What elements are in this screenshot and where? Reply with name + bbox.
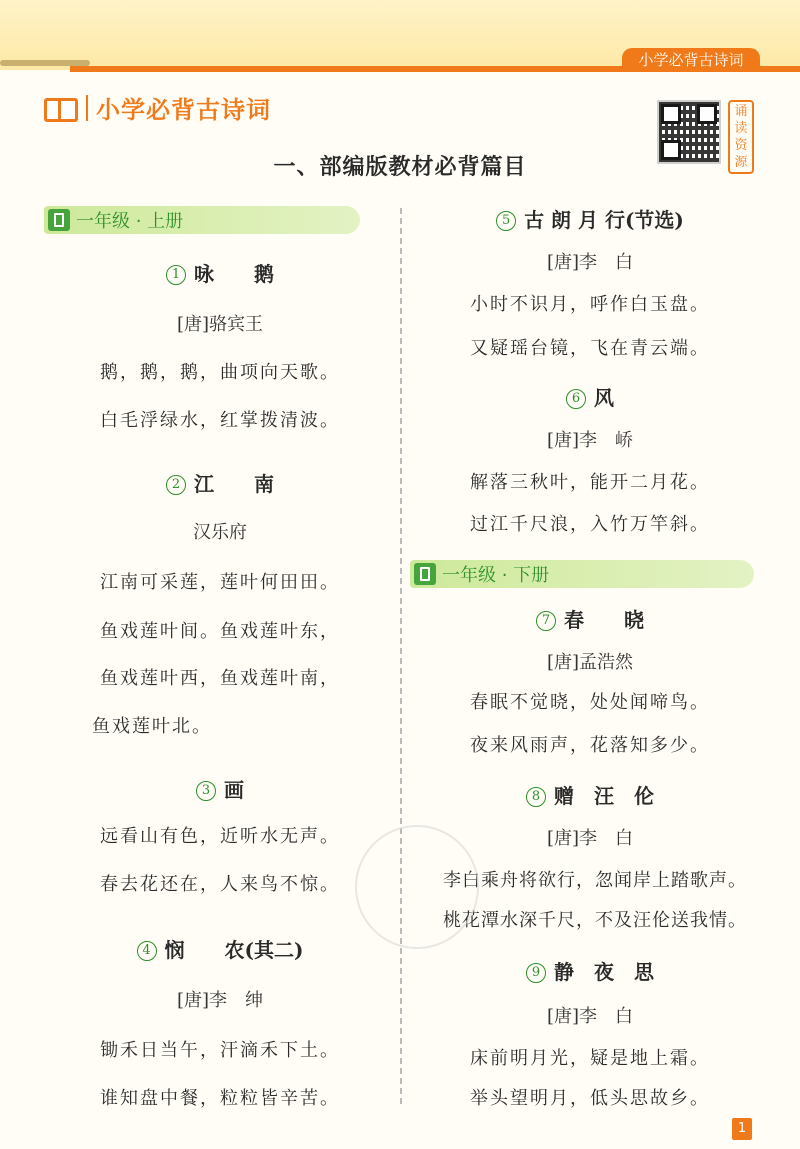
poem-line: 锄禾日当午，汗滴禾下土。 — [100, 1040, 340, 1061]
poem-author: [唐]李 白 — [546, 828, 634, 849]
chapter-title: 小学必背古诗词 — [96, 96, 271, 124]
poem-title-text: 风 — [594, 386, 614, 410]
poem-line: 鹅，鹅，鹅，曲项向天歌。 — [100, 362, 340, 383]
running-header-tab: 小学必背古诗词 — [622, 48, 760, 72]
poem-line: 江南可采莲，莲叶何田田。 — [100, 572, 340, 593]
grade-label: 一年级 · 上册 — [76, 211, 184, 232]
poem-title — [400, 382, 780, 411]
poem-number: 7 — [536, 611, 556, 631]
poem-line: 鱼戏莲叶间。鱼戏莲叶东， — [100, 621, 340, 642]
poem-title-text: 画 — [224, 778, 244, 802]
page-number: 1 — [732, 1118, 752, 1140]
poem-number: 5 — [496, 211, 516, 231]
resource-char: 资 — [734, 138, 748, 153]
poem-title-text: 悯 农(其二) — [164, 938, 304, 962]
book-icon — [48, 209, 70, 231]
resource-char: 源 — [734, 155, 748, 170]
poem-title — [400, 204, 780, 233]
poem-author: [唐]李 白 — [546, 252, 634, 273]
poem-number: 6 — [566, 389, 586, 409]
poem-line: 桃花潭水深千尺，不及汪伦送我情。 — [443, 910, 747, 931]
poem-line: 又疑瑶台镜，飞在青云端。 — [470, 338, 710, 359]
poem-title-text: 赠 汪 伦 — [554, 784, 654, 808]
book-icon — [44, 95, 78, 121]
poem-line: 春眠不觉晓，处处闻啼鸟。 — [470, 692, 710, 713]
poem-line: 谁知盘中餐，粒粒皆辛苦。 — [100, 1088, 340, 1109]
poem-title — [40, 468, 400, 497]
grade-header-grade1-vol2 — [410, 560, 754, 588]
poem-title-text: 古 朗 月 行(节选) — [524, 208, 684, 232]
chapter-header — [44, 90, 271, 125]
poem-line: 鱼戏莲叶北。 — [92, 716, 212, 737]
poem-number: 3 — [196, 781, 216, 801]
section-title: 一、部编版教材必背篇目 — [273, 154, 527, 180]
poem-line: 鱼戏莲叶西，鱼戏莲叶南， — [100, 668, 340, 689]
poem-number: 1 — [166, 265, 186, 285]
poem-title — [40, 258, 400, 287]
poem-author: [唐]李 绅 — [176, 990, 264, 1011]
poem-line: 过江千尺浪，入竹万竿斜。 — [470, 514, 710, 535]
grade-label: 一年级 · 下册 — [442, 565, 550, 586]
poem-author: [唐]李 峤 — [546, 430, 634, 451]
poem-line: 李白乘舟将欲行，忽闻岸上踏歌声。 — [443, 870, 747, 891]
poem-title — [40, 934, 400, 963]
poem-author: [唐]孟浩然 — [546, 652, 634, 673]
poem-title — [400, 780, 780, 809]
poem-number: 9 — [526, 963, 546, 983]
poem-line: 春去花还在，人来鸟不惊。 — [100, 874, 340, 895]
poem-line: 举头望明月，低头思故乡。 — [470, 1088, 710, 1109]
poem-title-text: 静 夜 思 — [554, 960, 654, 984]
resource-char: 诵 — [734, 104, 748, 119]
poem-title — [400, 956, 780, 985]
poem-title — [40, 774, 400, 803]
poem-author: 汉乐府 — [193, 522, 247, 543]
poem-number: 2 — [166, 475, 186, 495]
resource-char: 读 — [734, 121, 748, 136]
poem-title-text: 春 晓 — [564, 608, 644, 632]
poem-line: 解落三秋叶，能开二月花。 — [470, 472, 710, 493]
header-separator — [86, 95, 88, 121]
book-icon — [414, 563, 436, 585]
poem-number: 4 — [137, 941, 157, 961]
poem-title — [400, 604, 780, 633]
poem-author: [唐]李 白 — [546, 1006, 634, 1027]
poem-title-text: 江 南 — [194, 472, 274, 496]
poem-line: 远看山有色，近听水无声。 — [100, 826, 340, 847]
poem-title-text: 咏 鹅 — [194, 262, 274, 286]
poem-line: 白毛浮绿水，红掌拨清波。 — [100, 410, 340, 431]
poem-number: 8 — [526, 787, 546, 807]
poem-author: [唐]骆宾王 — [176, 314, 264, 335]
grade-header-grade1-vol1 — [44, 206, 360, 234]
poem-line: 小时不识月，呼作白玉盘。 — [470, 294, 710, 315]
poem-line: 夜来风雨声，花落知多少。 — [470, 735, 710, 756]
poem-line: 床前明月光，疑是地上霜。 — [470, 1048, 710, 1069]
